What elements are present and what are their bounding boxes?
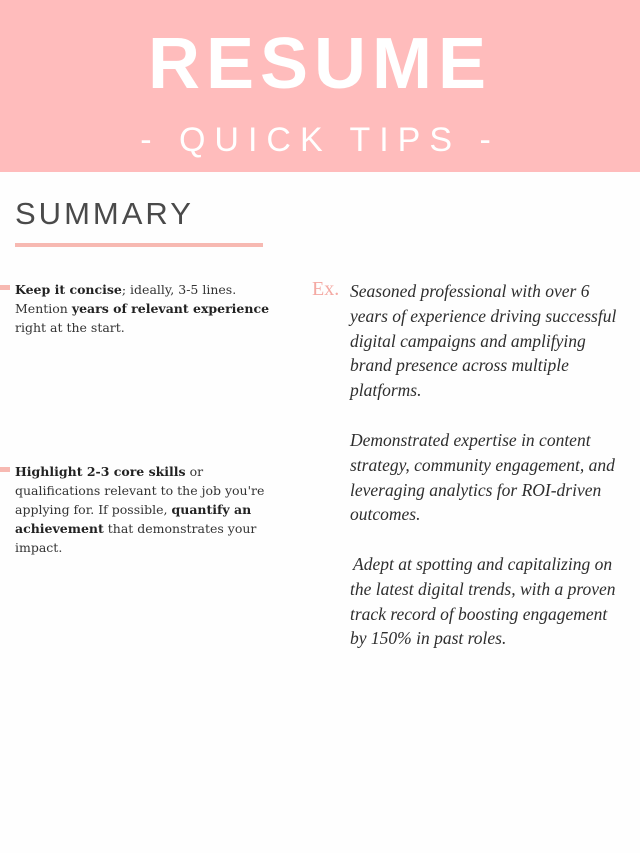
tip-core-skills [15, 462, 277, 557]
tip-concise-text-2: right at the start. [15, 320, 125, 335]
tip-bullet-marker [0, 285, 10, 290]
example-paragraph-3: Adept at spotting and capitalizing on the latest digital trends, with a proven track record of boosting engagement by 150% in past roles. [350, 554, 616, 649]
tip-concise-bold-2: years of relevant experience [71, 301, 270, 316]
tip-skills-text-1: or qualifications relevant to the job you're applying for. If possible, [15, 464, 265, 517]
tip-concise [15, 280, 277, 337]
tip-concise-text-1: ; ideally, 3-5 lines. Mention [15, 282, 237, 316]
header-banner [0, 0, 640, 172]
example-paragraph-2: Demonstrated expertise in content strategy, community engagement, and leveraging analytics for ROI-driven outcomes. [350, 430, 615, 525]
tip-bullet-marker [0, 467, 10, 472]
tip-skills-bold-1: Highlight 2-3 core skills [15, 464, 186, 479]
page-subtitle: - QUICK TIPS - [140, 121, 500, 159]
tip-skills-text-2: that demonstrates your impact. [15, 521, 257, 555]
example-paragraph-1: Seasoned professional with over 6 years of experience driving successful digital campaigns and amplifying brand presence across multiple platforms. [350, 281, 617, 401]
tip-concise-bold-1: Keep it concise [15, 282, 122, 297]
tip-skills-bold-2: quantify an achievement [15, 502, 252, 536]
example-label: Ex. [312, 278, 340, 300]
section-divider [15, 243, 263, 247]
page-title: RESUME [147, 24, 493, 104]
section-title: SUMMARY [15, 196, 194, 231]
